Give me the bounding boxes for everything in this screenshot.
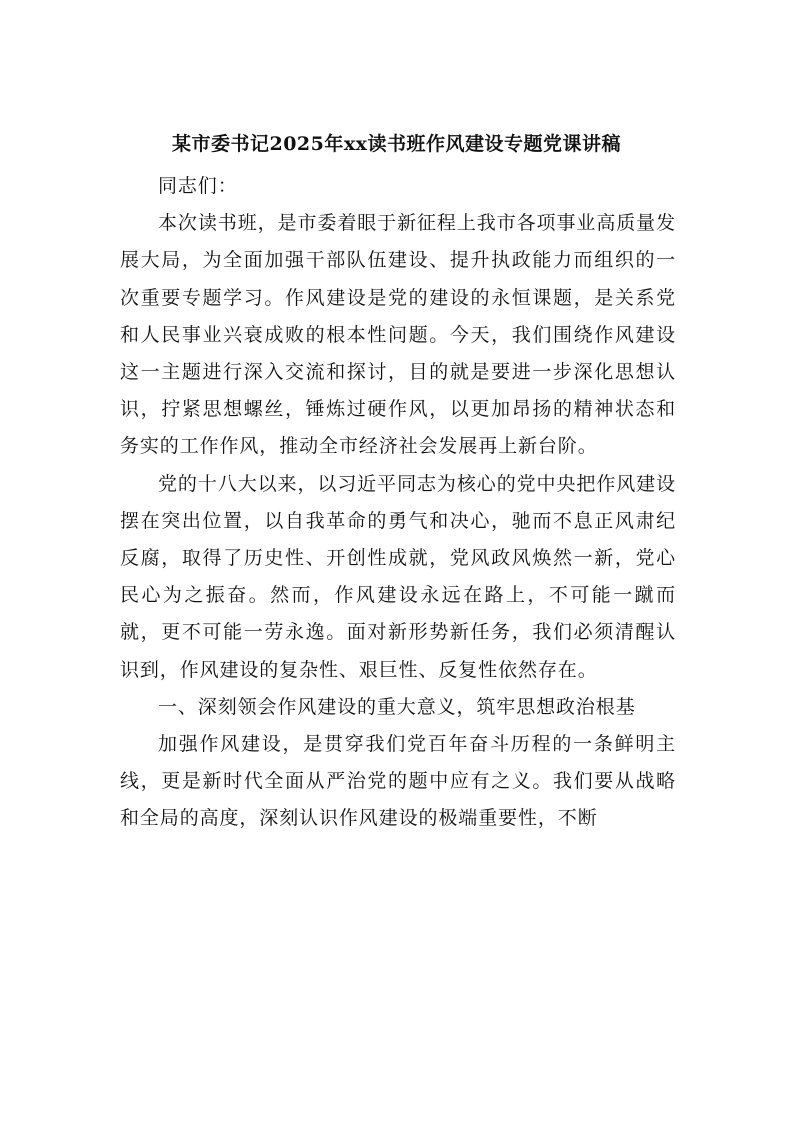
salutation: 同志们： [158,175,238,197]
paragraph-section-one: 加强作风建设，是贯穿我们党百年奋斗历程的一条鲜明主线，更是新时代全面从严治党的题中应有之义。我们要从战略和全局的高度，深刻认识作风建设的极端重要性，不断 [120,733,676,830]
paragraph-intro: 本次读书班，是市委着眼于新征程上我市各项事业高质量发展大局，为全面加强干部队伍建设、提升执政能力而组织的一次重要专题学习。作风建设是党的建设的永恒课题，是关系党和人民事业兴衰成败的根本性问题。今天，我们围绕作风建设这一主题进行深入交流和探讨，目的就是要进一步深化思想认识，拧紧思想螺丝，锤炼过硬作风，以更加昂扬的精神状态和务实的工作作风，推动全市经济社会发展再上新台阶。 [120,212,676,458]
document-title: 某市委书记2025年xx读书班作风建设专题党课讲稿 [171,133,622,155]
section-heading: 一、深刻领会作风建设的重大意义，筑牢思想政治根基 [158,695,636,718]
paragraph-background: 党的十八大以来，以习近平同志为核心的党中央把作风建设摆在突出位置，以自我革命的勇气和决心，驰而不息正风肃纪反腐，取得了历史性、开创性成就，党风政风焕然一新，党心民心为之振奋。然而，作风建设永远在路上，不可能一蹴而就，更不可能一劳永逸。面对新形势新任务，我们必须清醒认识到，作风建设的复杂性、艰巨性、反复性依然存在。 [120,472,676,681]
document-body [120,168,676,838]
